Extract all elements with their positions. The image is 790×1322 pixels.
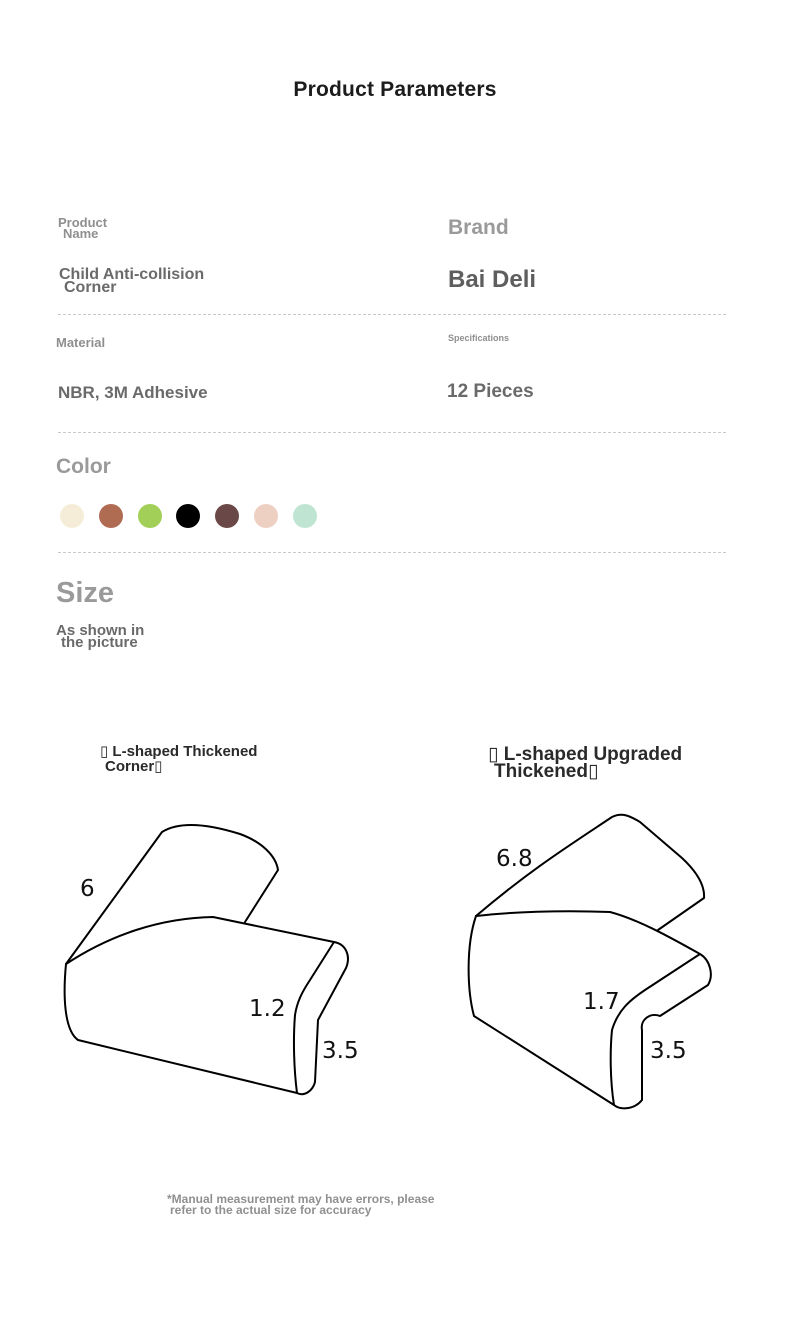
page-title: Product Parameters xyxy=(293,78,497,101)
product-name-value-line2: Corner xyxy=(64,279,117,296)
right-thickness-label: 1.7 xyxy=(583,989,620,1015)
right-top-edge xyxy=(476,911,700,954)
left-corner-drawing xyxy=(65,825,348,1094)
size-label: Size xyxy=(56,577,115,609)
left-side-face xyxy=(294,942,348,1094)
measurement-note xyxy=(167,1194,434,1216)
left-diagram-title-line1: ▯ L-shaped Thickened xyxy=(100,743,258,760)
left-top-face xyxy=(66,825,278,964)
left-height-label: 3.5 xyxy=(322,1038,359,1064)
right-diagram-title-line1: ▯ L-shaped Upgraded xyxy=(488,744,683,765)
left-thickness-label: 1.2 xyxy=(249,996,286,1022)
material-label: Material xyxy=(56,335,106,350)
product-name-label-line2: Name xyxy=(63,226,99,241)
right-length-label: 6.8 xyxy=(496,846,533,872)
color-label: Color xyxy=(56,455,111,478)
measurement-note-line2: refer to the actual size for accuracy xyxy=(170,1203,372,1217)
left-front-face xyxy=(65,964,297,1093)
brand-value: Bai Deli xyxy=(448,266,537,293)
size-value-line1: As shown in xyxy=(56,622,145,639)
left-diagram-title-line2: Corner▯ xyxy=(105,758,163,775)
right-diagram-title-line2: Thickened▯ xyxy=(494,761,599,782)
right-height-label: 3.5 xyxy=(650,1038,687,1064)
left-length-label: 6 xyxy=(80,876,95,902)
product-name-label-line1: Product xyxy=(58,215,108,230)
measurement-note-line1: *Manual measurement may have errors, please xyxy=(167,1192,435,1206)
product-name-value-line1: Child Anti-collision xyxy=(59,266,205,283)
left-top-edge xyxy=(66,917,334,964)
specifications-value: 12 Pieces xyxy=(447,381,534,402)
size-value-line2: the picture xyxy=(61,634,138,651)
specifications-label: Specifications xyxy=(448,333,510,343)
material-value: NBR, 3M Adhesive xyxy=(58,383,208,402)
right-side-face xyxy=(611,954,711,1108)
brand-label: Brand xyxy=(448,216,509,239)
